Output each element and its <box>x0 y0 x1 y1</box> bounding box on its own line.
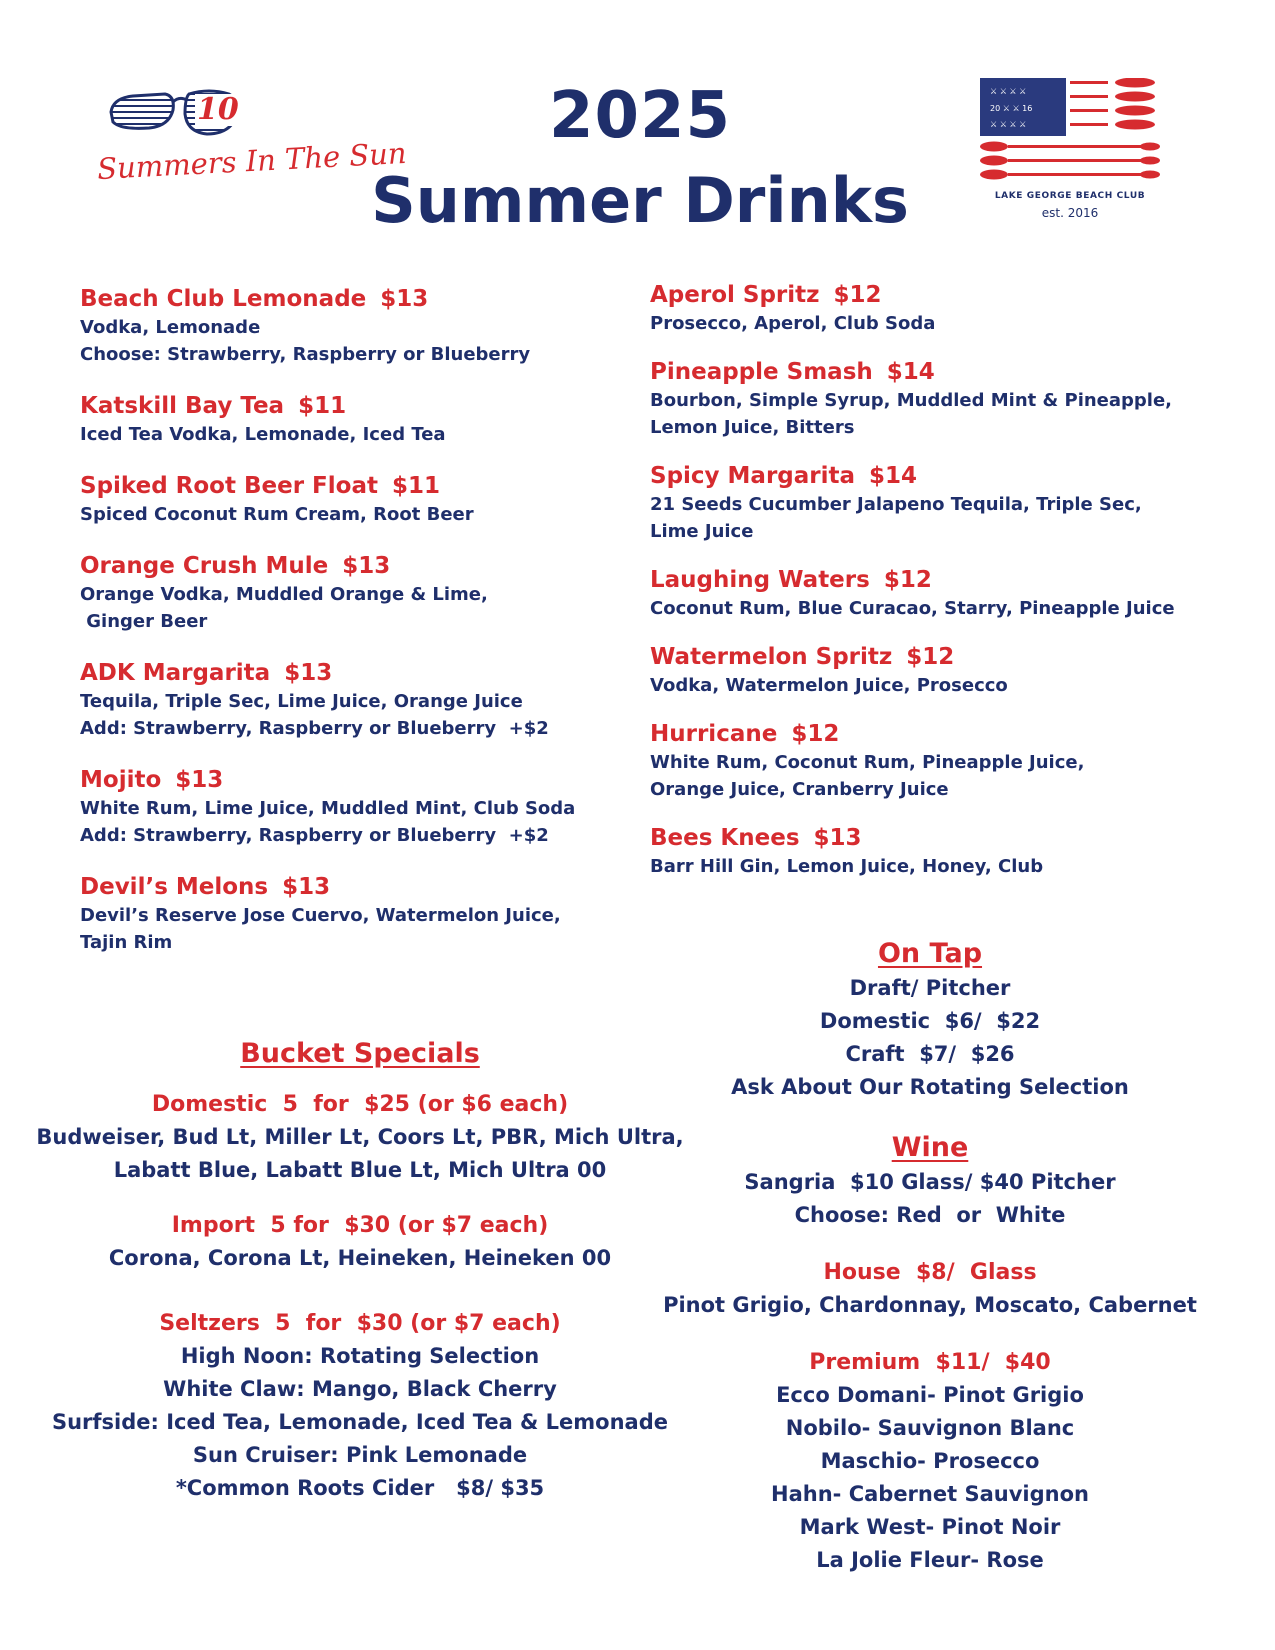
drink-ingredients: Orange Juice, Cranberry Juice <box>650 779 949 800</box>
premium-wine-item: Ecco Domani- Pinot Grigio <box>776 1383 1084 1407</box>
menu-title <box>340 78 940 244</box>
drink-ingredients: Barr Hill Gin, Lemon Juice, Honey, Club <box>650 856 1044 877</box>
svg-text:⚔ ⚔ ⚔ ⚔: ⚔ ⚔ ⚔ ⚔ <box>990 87 1027 96</box>
left-drinks-list <box>80 284 640 979</box>
drink-ingredients: 21 Seeds Cucumber Jalapeno Tequila, Triple Sec, <box>650 494 1142 515</box>
logo-script-text: Summers In The Sun <box>96 135 408 187</box>
drink-price: $11 <box>391 473 440 499</box>
drink-price: $12 <box>883 567 932 593</box>
drink-name: Mojito <box>80 767 162 793</box>
drink-ingredients: Tequila, Triple Sec, Lime Juice, Orange Juice <box>80 691 523 712</box>
drink-item <box>650 280 1210 337</box>
drink-ingredients: Ginger Beer <box>80 611 208 632</box>
flag-paddles-icon <box>980 78 1160 188</box>
tap-line: Domestic $6/ $22 <box>819 1009 1041 1033</box>
drink-item <box>80 872 640 956</box>
bucket-domestic-beers: Labatt Blue, Labatt Blue Lt, Mich Ultra 00 <box>113 1158 607 1182</box>
drink-name: Pineapple Smash <box>650 359 873 385</box>
bucket-seltzers-heading: Seltzers 5 for $30 (or $7 each) <box>159 1311 561 1336</box>
drink-name: Devil’s Melons <box>80 874 269 900</box>
bucket-import-beers: Corona, Corona Lt, Heineken, Heineken 00 <box>108 1246 612 1270</box>
drink-ingredients: Iced Tea Vodka, Lemonade, Iced Tea <box>80 424 446 445</box>
drink-item <box>650 719 1210 803</box>
drink-price: $13 <box>342 553 391 579</box>
drink-item <box>80 284 640 368</box>
section-title: On Tap <box>877 938 983 969</box>
tap-line: Craft $7/ $26 <box>845 1042 1015 1066</box>
logo-number: 10 <box>197 92 239 127</box>
drink-name: Watermelon Spritz <box>650 644 893 670</box>
drink-addon: Add: Strawberry, Raspberry or Blueberry +$2 <box>80 718 549 739</box>
drink-ingredients: White Rum, Coconut Rum, Pineapple Juice, <box>650 752 1085 773</box>
title-year: 2025 <box>548 79 732 153</box>
drink-item <box>80 391 640 448</box>
drink-name: Katskill Bay Tea <box>80 393 285 419</box>
drink-name: Spicy Margarita <box>650 463 856 489</box>
drink-ingredients: Tajin Rim <box>80 932 173 953</box>
section-title: Wine <box>891 1132 969 1163</box>
drink-name: ADK Margarita <box>80 660 271 686</box>
drink-price: $11 <box>298 393 347 419</box>
drink-ingredients: Devil’s Reserve Jose Cuervo, Watermelon Juice, <box>80 905 561 926</box>
premium-wine-item: Nobilo- Sauvignon Blanc <box>785 1416 1075 1440</box>
house-wine-heading: House $8/ Glass <box>823 1260 1037 1285</box>
drink-name: Bees Knees <box>650 825 800 851</box>
drink-price: $14 <box>886 359 935 385</box>
drink-item <box>80 765 640 849</box>
bucket-specials-section <box>30 1036 690 1505</box>
tap-line: Draft/ Pitcher <box>849 976 1011 1000</box>
drink-item <box>80 658 640 742</box>
drink-name: Aperol Spritz <box>650 282 820 308</box>
drink-price: $12 <box>833 282 882 308</box>
svg-text:⚔ ⚔ ⚔ ⚔: ⚔ ⚔ ⚔ ⚔ <box>990 120 1027 129</box>
premium-wine-item: Maschio- Prosecco <box>820 1449 1040 1473</box>
drink-price: $13 <box>282 874 331 900</box>
drink-name: Beach Club Lemonade <box>80 286 367 312</box>
drink-addon: Add: Strawberry, Raspberry or Blueberry +$2 <box>80 825 549 846</box>
on-tap-section <box>660 936 1200 1104</box>
drink-name: Hurricane <box>650 721 778 747</box>
drink-item <box>650 357 1210 441</box>
bucket-domestic-heading: Domestic 5 for $25 (or $6 each) <box>151 1092 569 1117</box>
drink-name: Spiked Root Beer Float <box>80 473 378 499</box>
drink-ingredients: Choose: Strawberry, Raspberry or Blueberry <box>80 344 531 365</box>
drink-price: $14 <box>869 463 918 489</box>
bucket-cider-item: *Common Roots Cider $8/ $35 <box>175 1476 545 1500</box>
drink-price: $12 <box>906 644 955 670</box>
drink-ingredients: Orange Vodka, Muddled Orange & Lime, <box>80 584 488 605</box>
premium-wine-item: Hahn- Cabernet Sauvignon <box>771 1482 1089 1506</box>
drink-item <box>650 461 1210 545</box>
drink-ingredients: Coconut Rum, Blue Curacao, Starry, Pineapple Juice <box>650 598 1175 619</box>
right-drinks-list <box>650 280 1210 880</box>
summers-in-the-sun-logo <box>95 82 408 192</box>
premium-wine-heading: Premium $11/ $40 <box>809 1350 1051 1375</box>
drink-ingredients: Prosecco, Aperol, Club Soda <box>650 313 936 334</box>
section-title: Bucket Specials <box>240 1038 480 1069</box>
bucket-seltzer-item: Surfside: Iced Tea, Lemonade, Iced Tea & Lemonade <box>51 1410 668 1434</box>
house-wine-list: Pinot Grigio, Chardonnay, Moscato, Cabernet <box>663 1293 1197 1317</box>
page-title: Summer Drinks <box>371 164 909 237</box>
bucket-domestic-beers: Budweiser, Bud Lt, Miller Lt, Coors Lt, PBR, Mich Ultra, <box>36 1125 684 1149</box>
premium-wine-item: Mark West- Pinot Noir <box>799 1515 1061 1539</box>
drink-item <box>80 471 640 528</box>
logo-est: est. 2016 <box>1041 206 1099 220</box>
drink-ingredients: Vodka, Lemonade <box>80 317 261 338</box>
tap-line: Ask About Our Rotating Selection <box>731 1075 1129 1099</box>
bucket-seltzer-item: White Claw: Mango, Black Cherry <box>163 1377 557 1401</box>
drink-ingredients: Vodka, Watermelon Juice, Prosecco <box>650 675 1008 696</box>
flag-text-left: 20 ⚔ ⚔ 16 <box>990 104 1033 113</box>
bucket-import-heading: Import 5 for $30 (or $7 each) <box>171 1213 549 1238</box>
drink-name: Orange Crush Mule <box>80 553 329 579</box>
drink-item <box>650 642 1210 699</box>
lake-george-beach-club-logo <box>980 78 1160 228</box>
bucket-seltzer-item: High Noon: Rotating Selection <box>180 1344 540 1368</box>
sangria-choice: Choose: Red or White <box>794 1203 1066 1227</box>
logo-club-name: LAKE GEORGE BEACH CLUB <box>994 191 1146 201</box>
premium-wine-item: La Jolie Fleur- Rose <box>816 1548 1044 1572</box>
bucket-seltzer-item: Sun Cruiser: Pink Lemonade <box>192 1443 528 1467</box>
drink-item <box>80 551 640 635</box>
drink-ingredients: Lime Juice <box>650 521 754 542</box>
drink-item <box>650 823 1210 880</box>
drink-price: $13 <box>813 825 862 851</box>
drink-ingredients: Spiced Coconut Rum Cream, Root Beer <box>80 504 474 525</box>
wine-section <box>660 1130 1200 1577</box>
drink-price: $12 <box>791 721 840 747</box>
drink-item <box>650 565 1210 622</box>
drink-ingredients: Lemon Juice, Bitters <box>650 417 855 438</box>
sangria-line: Sangria $10 Glass/ $40 Pitcher <box>744 1170 1116 1194</box>
drink-price: $13 <box>284 660 333 686</box>
drink-name: Laughing Waters <box>650 567 870 593</box>
drink-ingredients: White Rum, Lime Juice, Muddled Mint, Club Soda <box>80 798 576 819</box>
drink-ingredients: Bourbon, Simple Syrup, Muddled Mint & Pineapple, <box>650 390 1173 411</box>
drink-price: $13 <box>175 767 224 793</box>
drink-price: $13 <box>380 286 429 312</box>
